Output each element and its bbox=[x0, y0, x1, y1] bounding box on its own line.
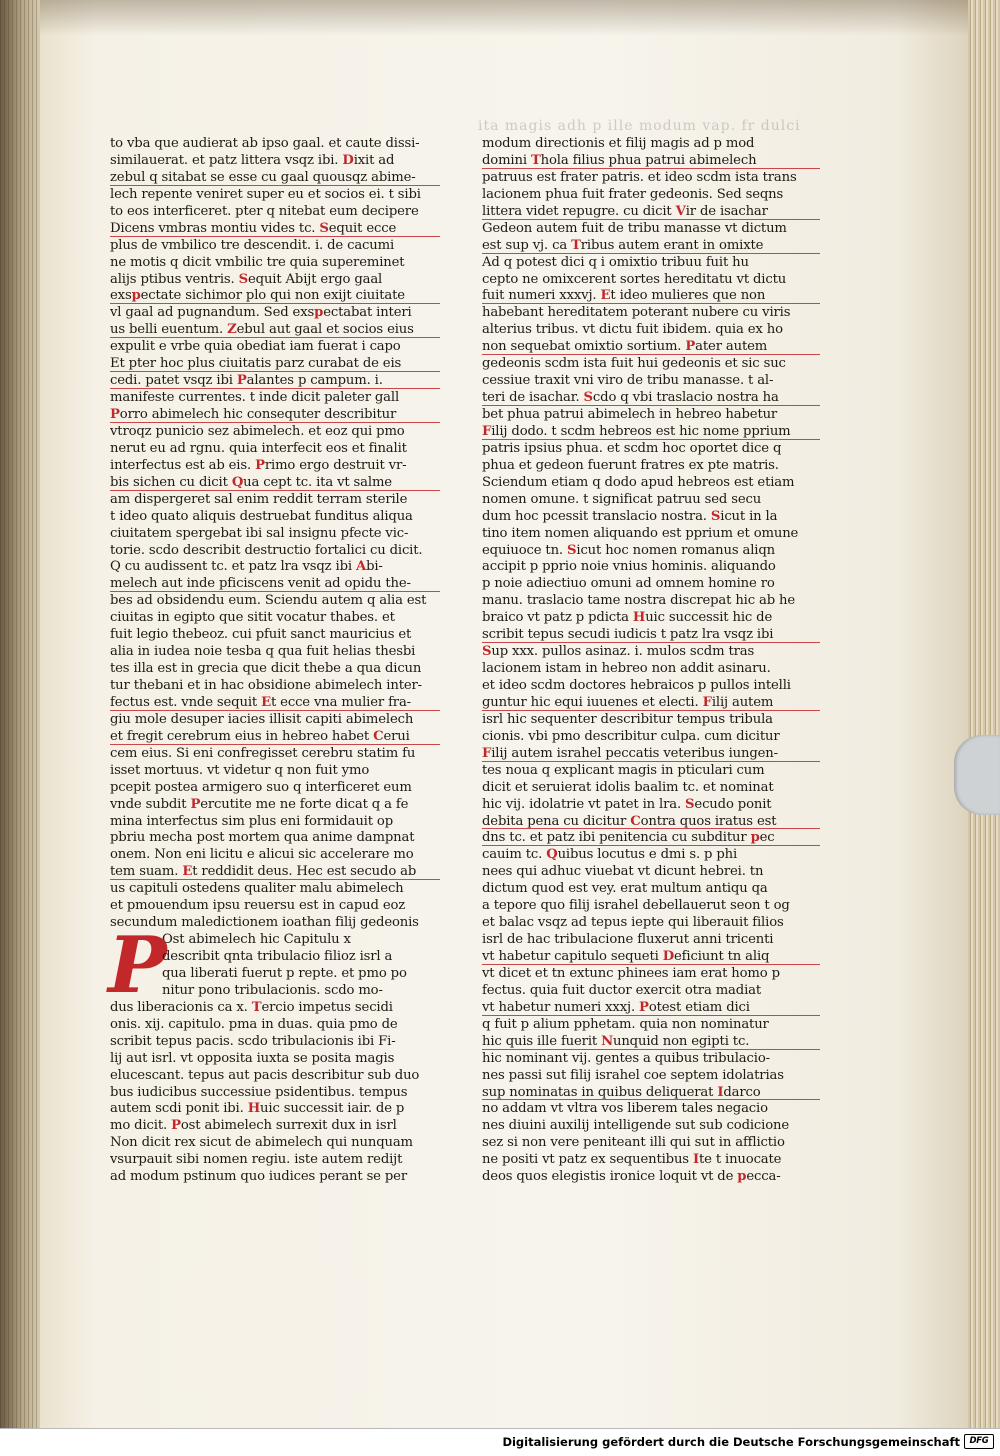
left-text-line: cedi. patet vsqz ibi Palantes p campum. i. bbox=[110, 373, 440, 390]
right-text-line: bet phua patrui abimelech in hebreo habetur bbox=[482, 407, 778, 422]
left-text-line: onis. xij. capitulo. pma in duas. quia pmo de bbox=[110, 1016, 398, 1032]
right-text-line: vt habetur numeri xxxj. Potest etiam dici bbox=[482, 1000, 820, 1017]
right-text-line: littera videt repugre. cu dicit Vir de isachar bbox=[482, 204, 820, 221]
left-text-line: us belli euentum. Zebul aut gaal et socios eius bbox=[110, 322, 440, 339]
right-text-line: teri de isachar. Scdo q vbi traslacio nostra ha bbox=[482, 390, 820, 407]
left-text-line: Porro abimelech hic consequter describitur bbox=[110, 407, 440, 424]
rubric-word: C bbox=[373, 728, 384, 744]
rubric-word: Q bbox=[231, 474, 244, 490]
right-text-line: cessiue traxit vni viro de tribu manasse. t al- bbox=[482, 373, 774, 389]
rubric-word: E bbox=[182, 864, 193, 880]
right-text-line: vt dicet et tn extunc phinees iam erat homo p bbox=[482, 965, 780, 981]
left-text-line: bes ad obsidendu eum. Sciendu autem q alia est bbox=[110, 593, 427, 609]
right-text-line: nees qui adhuc viuebat vt dicunt hebrei. tn bbox=[482, 864, 764, 880]
footer-credit: Digitalisierung gefördert durch die Deutsche Forschungsgemeinschaft bbox=[502, 1435, 960, 1449]
rubric-word: T bbox=[530, 152, 541, 168]
right-text-line: guntur hic equi iuuenes et electi. Filij autem bbox=[482, 695, 820, 712]
right-text-line: Sciendum etiam q dodo apud hebreos est etiam bbox=[482, 474, 795, 490]
right-text-line: modum directionis et filij magis ad p mod bbox=[482, 136, 755, 151]
left-text-line: vnde subdit Percutite me ne forte dicat q a fe bbox=[110, 796, 409, 812]
rubric-word: Z bbox=[227, 322, 237, 338]
right-text-line: et ideo scdm doctores hebraicos p pullos intelli bbox=[482, 678, 791, 693]
rubric-word: Q bbox=[546, 847, 558, 863]
right-text-line: dum hoc pcessit translacio nostra. Sicut in la bbox=[482, 508, 778, 524]
rubric-word: F bbox=[482, 423, 492, 439]
left-text-line: tur thebani et in hac obsidione abimelech inter- bbox=[110, 678, 422, 693]
rubric-word: I bbox=[717, 1084, 724, 1100]
right-text-line: et balac vsqz ad tepus iepte qui liberauit filios bbox=[482, 915, 784, 931]
left-text-line: bis sichen cu dicit Qua cept tc. ita vt salme bbox=[110, 475, 440, 492]
right-text-line: sup nominatas in quibus deliquerat Idarco bbox=[482, 1085, 820, 1102]
rubric-word: S bbox=[583, 390, 593, 406]
right-text-line: nes diuini auxilij intelligende sut sub codicione bbox=[482, 1118, 790, 1134]
right-text-line: lacionem phua fuit frater gedeonis. Sed seqns bbox=[482, 186, 784, 202]
rubric-word: S bbox=[319, 220, 329, 236]
right-text-line: dictum quod est vey. erat multum antiqu qa bbox=[482, 881, 768, 897]
right-text-line: tes noua q explicant magis in pticulari cum bbox=[482, 762, 765, 778]
right-text-line: cionis. vbi pmo describitur culpa. cum dicitur bbox=[482, 728, 780, 744]
right-text-line: q fuit p alium pphetam. quia non nominatur bbox=[482, 1016, 769, 1032]
right-text-line: dns tc. et patz ibi penitencia cu subditur pec bbox=[482, 830, 820, 847]
right-text-line: Sup xxx. pullos asinaz. i. mulos scdm tras bbox=[482, 644, 755, 660]
left-text-line: to vba que audierat ab ipso gaal. et caute dissi- bbox=[110, 136, 420, 151]
right-text-line: tino item nomen aliquando est pprium et omune bbox=[482, 525, 799, 541]
rubric-word: D bbox=[662, 949, 674, 964]
right-text-line: nomen omune. t significat patruu sed secu bbox=[482, 491, 762, 507]
left-text-line: am dispergeret sal enim reddit terram sterile bbox=[110, 491, 408, 507]
right-text-line: non sequebat omixtio sortium. Pater autem bbox=[482, 339, 820, 356]
right-text-line: hic vij. idolatrie vt patet in lra. Secudo ponit bbox=[482, 796, 772, 812]
rubric-word: p bbox=[131, 288, 141, 304]
right-text-line: gedeonis scdm ista fuit hui gedeonis et sic suc bbox=[482, 356, 786, 372]
bleed-through-text: ita magis adh p ille modum vap. fr dulci bbox=[478, 118, 801, 134]
right-text-line: sez si non vere peniteant illi qui sut in afflictio bbox=[482, 1135, 785, 1151]
rubric-word: A bbox=[355, 559, 367, 575]
rubric-word: I bbox=[692, 1152, 699, 1168]
left-text-line: describit qnta tribulacio filioz isrl a bbox=[162, 949, 393, 964]
left-text-line: bus iudicibus successiue psidentibus. tempus bbox=[110, 1084, 408, 1100]
rubric-word: H bbox=[247, 1101, 261, 1117]
right-text-line: isrl hic sequenter describitur tempus tribula bbox=[482, 711, 773, 727]
right-text-line: nes passi sut filij israhel coe septem idolatrias bbox=[482, 1067, 784, 1083]
rubric-word: P bbox=[171, 1118, 181, 1134]
left-text-line: qua liberati fuerut p repte. et pmo po bbox=[162, 965, 407, 981]
left-text-line: Dicens vmbras montiu vides tc. Sequit ecce bbox=[110, 221, 440, 238]
right-text-line: braico vt patz p pdicta Huic successit hic de bbox=[482, 610, 773, 626]
right-text-line: vt habetur capitulo sequeti Deficiunt tn aliq bbox=[482, 949, 820, 966]
right-text-line: p noie adiectiuo omuni ad omnem homine ro bbox=[482, 576, 775, 592]
left-text-line: cem eius. Si eni confregisset cerebru statim fu bbox=[110, 745, 416, 761]
rubric-word: S bbox=[482, 644, 492, 660]
rubric-word: T bbox=[251, 999, 262, 1015]
right-text-line: manu. traslacio tame nostra discrepat hic ab he bbox=[482, 593, 796, 609]
left-text-line: tem suam. Et reddidit deus. Hec est secudo ab bbox=[110, 864, 440, 881]
left-text-line: pbriu mecha post mortem qua anime dampnat bbox=[110, 830, 415, 846]
rubric-word: S bbox=[238, 271, 248, 287]
footer-bar bbox=[0, 1428, 1000, 1456]
right-text-line: patris ipsius phua. et scdm hoc oportet dice q bbox=[482, 440, 782, 456]
rubric-word: p bbox=[750, 830, 760, 846]
left-text-line: similauerat. et patz littera vsqz ibi. Dixit ad bbox=[110, 152, 395, 168]
left-text-line: nerut eu ad rgnu. quia interfecit eos et finalit bbox=[110, 440, 407, 456]
left-text-line: manifeste currentes. t inde dicit paleter gall bbox=[110, 390, 400, 406]
left-text-line: autem scdi ponit ibi. Huic successit iair. de p bbox=[110, 1101, 405, 1117]
rubric-word: E bbox=[261, 694, 271, 710]
right-text-column bbox=[482, 136, 820, 1186]
left-text-line: elucescant. tepus aut pacis describitur sub duo bbox=[110, 1067, 420, 1083]
left-text-line: to eos interficeret. pter q nitebat eum decipere bbox=[110, 203, 419, 219]
right-text-line: lacionem istam in hebreo non addit asinaru. bbox=[482, 661, 771, 677]
rubric-word: D bbox=[342, 152, 354, 168]
left-text-line: fuit legio thebeoz. cui pfuit sanct mauricius et bbox=[110, 627, 412, 643]
left-text-line: et pmouendum ipsu reuersu est in capud eoz bbox=[110, 898, 406, 914]
right-text-line: alterius tribus. vt dictu fuit ibidem. quia ex ho bbox=[482, 322, 783, 338]
rubric-word: P bbox=[236, 373, 247, 389]
rubric-word: p bbox=[314, 305, 324, 321]
right-text-line: hic nominant vij. gentes a quibus tribulacio- bbox=[482, 1050, 770, 1066]
left-text-line: et fregit cerebrum eius in hebreo habet Cerui bbox=[110, 729, 440, 746]
page-fore-edge bbox=[968, 0, 1000, 1428]
right-text-line: cepto ne omixcerent sortes hereditatu vt dictu bbox=[482, 271, 787, 287]
left-text-line: nitur pono tribulacionis. scdo mo- bbox=[162, 982, 383, 998]
left-text-line: mo dicit. Post abimelech surrexit dux in isrl bbox=[110, 1118, 397, 1134]
illuminated-initial: P bbox=[108, 920, 167, 1012]
left-text-line: Non dicit rex sicut de abimelech qui nunquam bbox=[110, 1135, 413, 1151]
left-text-line: exspectate sichimor plo qui non exijt ciuitate bbox=[110, 288, 440, 305]
left-text-line: mina interfectus sim plus eni formidauit op bbox=[110, 813, 393, 829]
right-text-line: a tepore quo filij israhel debellauerut seon t og bbox=[482, 898, 790, 914]
right-text-line: debita pena cu dicitur Contra quos iratus est bbox=[482, 814, 820, 831]
left-text-line: torie. scdo describit destructio fortalici cu dicit. bbox=[110, 542, 423, 558]
left-text-line: vtroqz punicio sez abimelech. et eoz qui pmo bbox=[110, 423, 405, 439]
left-text-line: secundum maledictionem ioathan filij gedeonis bbox=[110, 915, 419, 931]
right-text-line: patruus est frater patris. et ideo scdm ista trans bbox=[482, 169, 797, 185]
right-text-line: no addam vt vltra vos liberem tales negacio bbox=[482, 1101, 768, 1117]
left-text-line: ciuitatem spergebat ibi sal insignu pfecte vic- bbox=[110, 525, 409, 541]
rubric-word: P bbox=[255, 457, 265, 473]
left-text-line: isset mortuus. vt videtur q non fuit ymo bbox=[110, 762, 370, 778]
rubric-word: P bbox=[639, 999, 649, 1015]
rubric-word: F bbox=[482, 745, 492, 761]
left-text-line: giu mole desuper iacies illisit capiti abimelech bbox=[110, 711, 414, 727]
right-text-line: Ad q potest dici q i omixtio tribuu fuit hu bbox=[482, 254, 749, 270]
rubric-word: S bbox=[567, 542, 577, 558]
left-text-line: plus de vmbilico tre descendit. i. de cacumi bbox=[110, 237, 395, 253]
right-text-line: Gedeon autem fuit de tribu manasse vt dictum bbox=[482, 220, 787, 236]
left-text-line: lij aut isrl. vt opposita iuxta se posita magis bbox=[110, 1050, 395, 1066]
rubric-word: P bbox=[110, 407, 120, 422]
left-text-line: t ideo quato aliquis destruebat funditus aliqua bbox=[110, 508, 413, 524]
left-text-line: ne motis q dicit vmbilic tre quia supereminet bbox=[110, 254, 405, 270]
left-text-line: dus liberacionis ca x. Tercio impetus secidi bbox=[110, 999, 393, 1015]
rubric-word: p bbox=[737, 1169, 747, 1185]
left-text-line: vl gaal ad pugnandum. Sed exspectabat interi bbox=[110, 305, 412, 321]
left-text-line: Et pter hoc plus ciuitatis parz curabat de eis bbox=[110, 356, 440, 373]
left-text-line: ciuitas in egipto que sitit vocatur thabes. et bbox=[110, 610, 395, 626]
right-text-line: fuit numeri xxxvj. Et ideo mulieres que non bbox=[482, 288, 820, 305]
left-text-line: alia in iudea noie tesba q qua fuit helias thesbi bbox=[110, 644, 416, 660]
rubric-word: P bbox=[190, 796, 201, 812]
right-text-line: hic quis ille fuerit Nunquid non egipti tc. bbox=[482, 1034, 820, 1051]
left-text-line: interfectus est ab eis. Primo ergo destruit vr- bbox=[110, 457, 407, 473]
rubric-word: P bbox=[685, 339, 696, 355]
left-text-line: us capituli ostedens qualiter malu abimelech bbox=[110, 881, 404, 897]
right-text-line: phua et gedeon fuerunt fratres ex pte matris. bbox=[482, 457, 779, 473]
rubric-word: N bbox=[601, 1033, 613, 1049]
right-text-line: accipit p pprio noie vnius hominis. aliquando bbox=[482, 559, 776, 575]
left-text-column bbox=[110, 136, 440, 1186]
rubric-word: T bbox=[571, 237, 581, 253]
left-text-line: lech repente veniret super eu et socios ei. t sibi bbox=[110, 186, 421, 202]
left-text-line: scribit tepus pacis. scdo tribulacionis ibi Fi- bbox=[110, 1033, 396, 1049]
left-text-line: pcepit postea armigero suo q interficeret eum bbox=[110, 779, 412, 795]
rubric-word: C bbox=[630, 813, 641, 829]
left-text-line: onem. Non eni licitu e alicui sic accelerare mo bbox=[110, 847, 414, 863]
right-text-line: isrl de hac tribulacione fluxerut anni tricenti bbox=[482, 932, 774, 948]
right-text-line: equiuoce tn. Sicut hoc nomen romanus aliqn bbox=[482, 542, 775, 558]
right-text-line: fectus. quia fuit ductor exercit otra madiat bbox=[482, 982, 761, 998]
page-tab bbox=[954, 735, 1000, 815]
right-text-line: dicit et seruierat idolis baalim tc. et nominat bbox=[482, 779, 774, 795]
left-text-line: expulit e vrbe quia obediat iam fuerat i capo bbox=[110, 339, 401, 355]
left-text-line: ad modum pstinum quo iudices perant se per bbox=[110, 1169, 407, 1185]
left-text-line: melech aut inde pficiscens venit ad opidu the- bbox=[110, 576, 440, 593]
left-text-line: fectus est. vnde sequit Et ecce vna mulier fra- bbox=[110, 695, 440, 712]
left-text-line: alijs ptibus ventris. Sequit Abijt ergo gaal bbox=[110, 271, 383, 287]
rubric-word: S bbox=[710, 508, 721, 524]
rubric-word: S bbox=[685, 796, 695, 812]
dfg-logo: DFG bbox=[964, 1434, 994, 1449]
right-text-line: habebant hereditatem poterant nubere cu viris bbox=[482, 305, 791, 321]
left-text-line: Ost abimelech hic Capitulu x P bbox=[108, 920, 351, 1012]
right-text-line: Filij dodo. t scdm hebreos est hic nome pprium bbox=[482, 424, 820, 441]
left-text-line: vsurpauit sibi nomen regiu. iste autem redijt bbox=[110, 1152, 403, 1168]
rubric-word: E bbox=[600, 288, 611, 304]
right-text-line: deos quos elegistis ironice loquit vt de pecca- bbox=[482, 1169, 781, 1185]
right-text-line: cauim tc. Quibus locutus e dmi s. p phi bbox=[482, 847, 738, 863]
right-text-line: domini Thola filius phua patrui abimelech bbox=[482, 153, 820, 170]
rubric-word: F bbox=[702, 694, 712, 710]
rubric-word: V bbox=[675, 203, 686, 219]
right-text-line: ne positi vt patz ex sequentibus Ite t inuocate bbox=[482, 1152, 782, 1168]
right-text-line: Filij autem israhel peccatis veteribus iungen- bbox=[482, 746, 820, 763]
left-text-line: zebul q sitabat se esse cu gaal quousqz abime- bbox=[110, 170, 440, 187]
left-text-line: Q cu audissent tc. et patz lra vsqz ibi Abi- bbox=[110, 559, 383, 575]
rubric-word: H bbox=[632, 610, 646, 626]
book-left-edge bbox=[0, 0, 42, 1428]
right-text-line: scribit tepus secudi iudicis t patz lra vsqz ibi bbox=[482, 627, 820, 644]
right-text-line: est sup vj. ca Tribus autem erant in omixte bbox=[482, 238, 820, 255]
left-text-line: tes illa est in grecia que dicit thebe a qua dicun bbox=[110, 661, 422, 677]
